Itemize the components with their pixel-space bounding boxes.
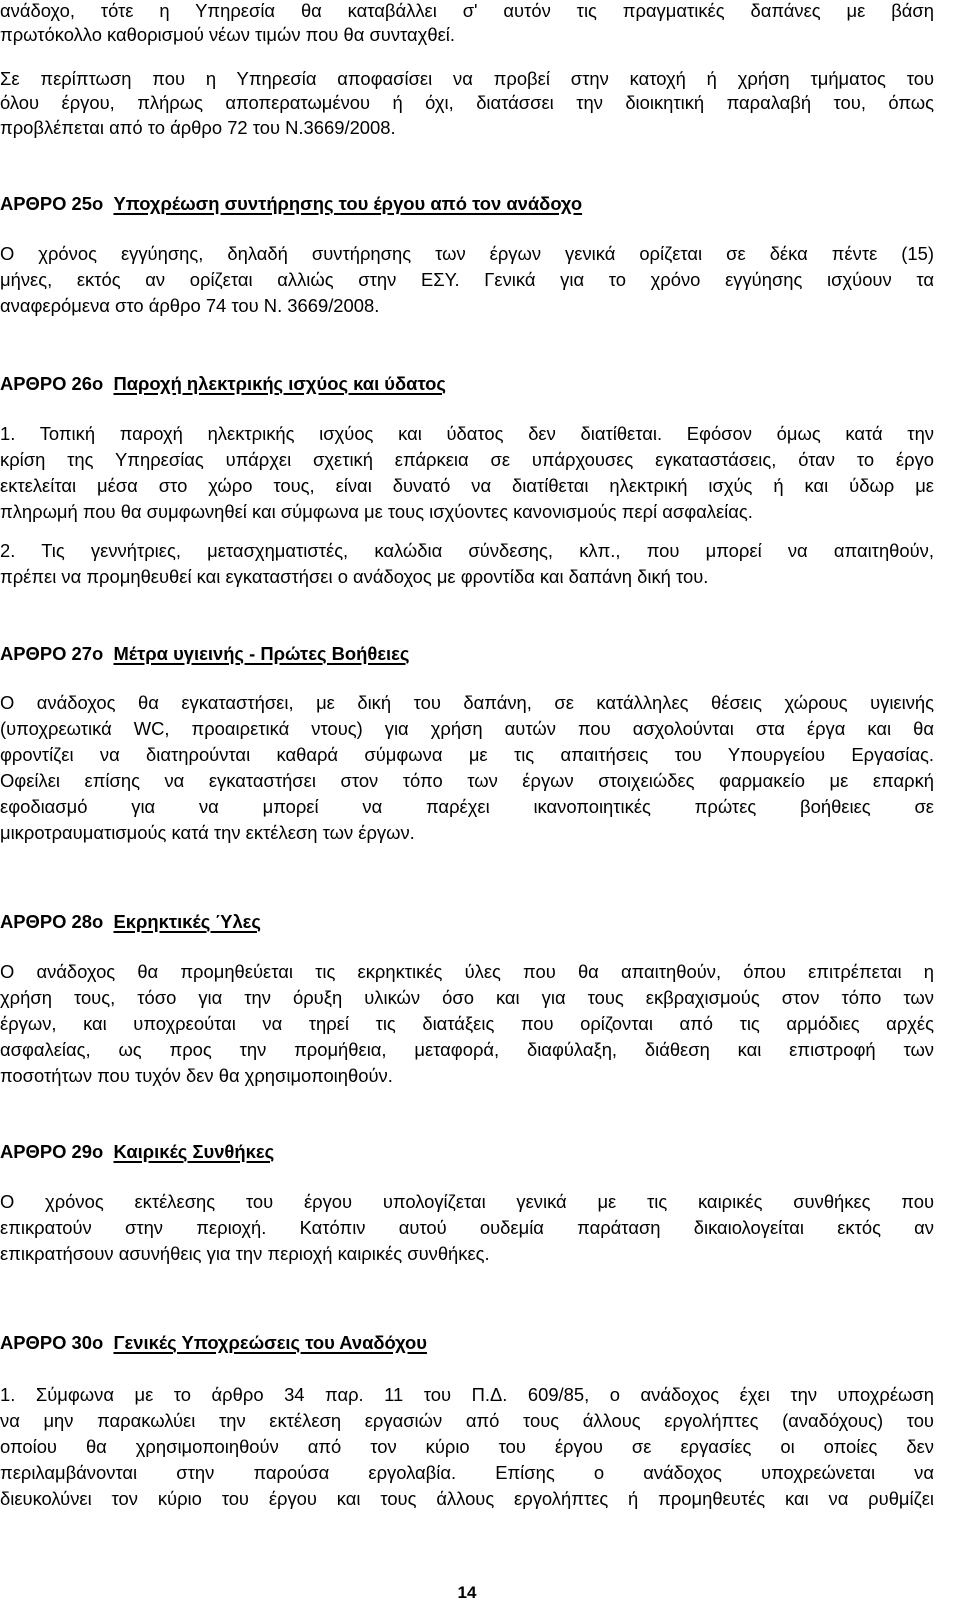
article-number: ΑΡΘΡΟ 26ο xyxy=(0,373,104,394)
article-line: Ο ανάδοχος θα εγκαταστήσει, με δική του δαπάνη, σε κατάλληλες θέσεις χώρους υγιεινής xyxy=(0,692,934,713)
article-line: Οφείλει επίσης να εγκαταστήσει στον τόπο των έργων στοιχειώδες φαρμακείο με επαρκή xyxy=(0,770,934,791)
article-line: Ο χρόνος εγγύησης, δηλαδή συντήρησης των έργων γενικά ορίζεται σε δέκα πέντε (15) xyxy=(0,243,934,264)
article-line: φροντίζει να διατηρούνται καθαρά σύμφωνα με τις απαιτήσεις του Υπουργείου Εργασίας. xyxy=(0,744,934,765)
article-line: διευκολύνει τον κύριο του έργου και τους άλλους εργολήπτες ή προμηθευτές και να ρυθμίζει xyxy=(0,1488,934,1509)
article-heading xyxy=(0,643,409,665)
article-title: Υποχρέωση συντήρησης του έργου από τον ανάδοχο xyxy=(113,193,583,214)
article-line: κρίση της Υπηρεσίας υπάρχει σχετική επάρκεια σε υπάρχουσες εγκαταστάσεις, όταν το έργο xyxy=(0,449,934,470)
article-line: (υποχρεωτικά WC, προαιρετικά ντους) για χρήση αυτών που ασχολούνται στα έργα και θα xyxy=(0,718,934,739)
article-line: έργων, και υποχρεούται να τηρεί τις διατάξεις που ορίζονται από τις αρμόδιες αρχές xyxy=(0,1013,934,1034)
article-line: πληρωμή που θα συμφωνηθεί και σύμφωνα με τους ισχύοντες κανονισμούς περί ασφαλείας. xyxy=(0,501,753,522)
article-number: ΑΡΘΡΟ 28ο xyxy=(0,911,104,932)
intro-line: όλου έργου, πλήρως αποπερατωμένου ή όχι, διατάσσει την διοικητική παραλαβή του, όπως xyxy=(0,92,934,113)
article-line: 1. Σύμφωνα με το άρθρο 34 παρ. 11 του Π.Δ. 609/85, ο ανάδοχος έχει την υποχρέωση xyxy=(0,1384,934,1405)
article-heading xyxy=(0,193,582,215)
article-line: περιλαμβάνονται στην παρούσα εργολαβία. Επίσης ο ανάδοχος υποχρεώνεται να xyxy=(0,1462,934,1483)
article-line: Ο χρόνος εκτέλεσης του έργου υπολογίζεται γενικά με τις καιρικές συνθήκες που xyxy=(0,1191,934,1212)
article-number: ΑΡΘΡΟ 25ο xyxy=(0,193,104,214)
article-line: εφοδιασμό για να μπορεί να παρέχει ικανοποιητικές πρώτες βοήθειες σε xyxy=(0,796,934,817)
article-number: ΑΡΘΡΟ 27ο xyxy=(0,643,104,664)
article-line: χρήση τους, τόσο για την όρυξη υλικών όσο και για τους εκβραχισμούς στον τόπο των xyxy=(0,987,934,1008)
article-heading xyxy=(0,1141,274,1163)
article-title: Καιρικές Συνθήκες xyxy=(113,1141,275,1162)
article-line: επικρατήσουν ασυνήθεις για την περιοχή καιρικές συνθήκες. xyxy=(0,1243,490,1264)
article-line: οποίου θα χρησιμοποιηθούν από τον κύριο του έργου σε εργασίες οι οποίες δεν xyxy=(0,1436,934,1457)
article-line: 1. Τοπική παροχή ηλεκτρικής ισχύος και ύδατος δεν διατίθεται. Εφόσον όμως κατά την xyxy=(0,423,934,444)
article-number: ΑΡΘΡΟ 29ο xyxy=(0,1141,104,1162)
article-title: Γενικές Υποχρεώσεις του Αναδόχου xyxy=(113,1332,427,1353)
article-line: εκτελείται μέσα στο χώρο τους, είναι δυνατό να διατίθεται ηλεκτρική ισχύς ή και ύδωρ με xyxy=(0,475,934,496)
intro-line: πρωτόκολλο καθορισμού νέων τιμών που θα συνταχθεί. xyxy=(0,24,455,45)
intro-line: ανάδοχο, τότε η Υπηρεσία θα καταβάλλει σ' αυτόν τις πραγματικές δαπάνες με βάση xyxy=(0,0,934,21)
article-heading xyxy=(0,911,261,933)
article-line: να μην παρακωλύει την εκτέλεση εργασιών από τους άλλους εργολήπτες (αναδόχους) του xyxy=(0,1410,934,1431)
article-line: ασφαλείας, ως προς την προμήθεια, μεταφορά, διαφύλαξη, διάθεση και επιστροφή των xyxy=(0,1039,934,1060)
article-line: 2. Τις γεννήτριες, μετασχηματιστές, καλώδια σύνδεσης, κλπ., που μπορεί να απαιτηθούν, xyxy=(0,540,934,561)
article-line: μικροτραυματισμούς κατά την εκτέλεση των έργων. xyxy=(0,822,415,843)
article-line: πρέπει να προμηθευθεί και εγκαταστήσει ο ανάδοχος με φροντίδα και δαπάνη δική του. xyxy=(0,566,709,587)
article-line: Ο ανάδοχος θα προμηθεύεται τις εκρηκτικές ύλες που θα απαιτηθούν, όπου επιτρέπεται η xyxy=(0,961,934,982)
intro-line: προβλέπεται από το άρθρο 72 του Ν.3669/2008. xyxy=(0,117,396,138)
article-line: επικρατούν στην περιοχή. Κατόπιν αυτού ουδεμία παράταση δικαιολογείται εκτός αν xyxy=(0,1217,934,1238)
intro-line: Σε περίπτωση που η Υπηρεσία αποφασίσει να προβεί στην κατοχή ή χρήση τμήματος του xyxy=(0,68,934,89)
article-title: Μέτρα υγιεινής - Πρώτες Βοήθειες xyxy=(113,643,410,664)
article-heading xyxy=(0,373,446,395)
article-line: μήνες, εκτός αν ορίζεται αλλιώς στην ΕΣΥ. Γενικά για το χρόνο εγγύησης ισχύουν τα xyxy=(0,269,934,290)
article-title: Παροχή ηλεκτρικής ισχύος και ύδατος xyxy=(113,373,446,394)
page-number: 14 xyxy=(457,1583,477,1602)
article-title: Εκρηκτικές Ύλες xyxy=(113,911,261,932)
article-number: ΑΡΘΡΟ 30ο xyxy=(0,1332,104,1353)
article-heading xyxy=(0,1332,427,1354)
article-line: αναφερόμενα στο άρθρο 74 του Ν. 3669/2008. xyxy=(0,295,380,316)
article-line: ποσοτήτων που τυχόν δεν θα χρησιμοποιηθούν. xyxy=(0,1065,393,1086)
